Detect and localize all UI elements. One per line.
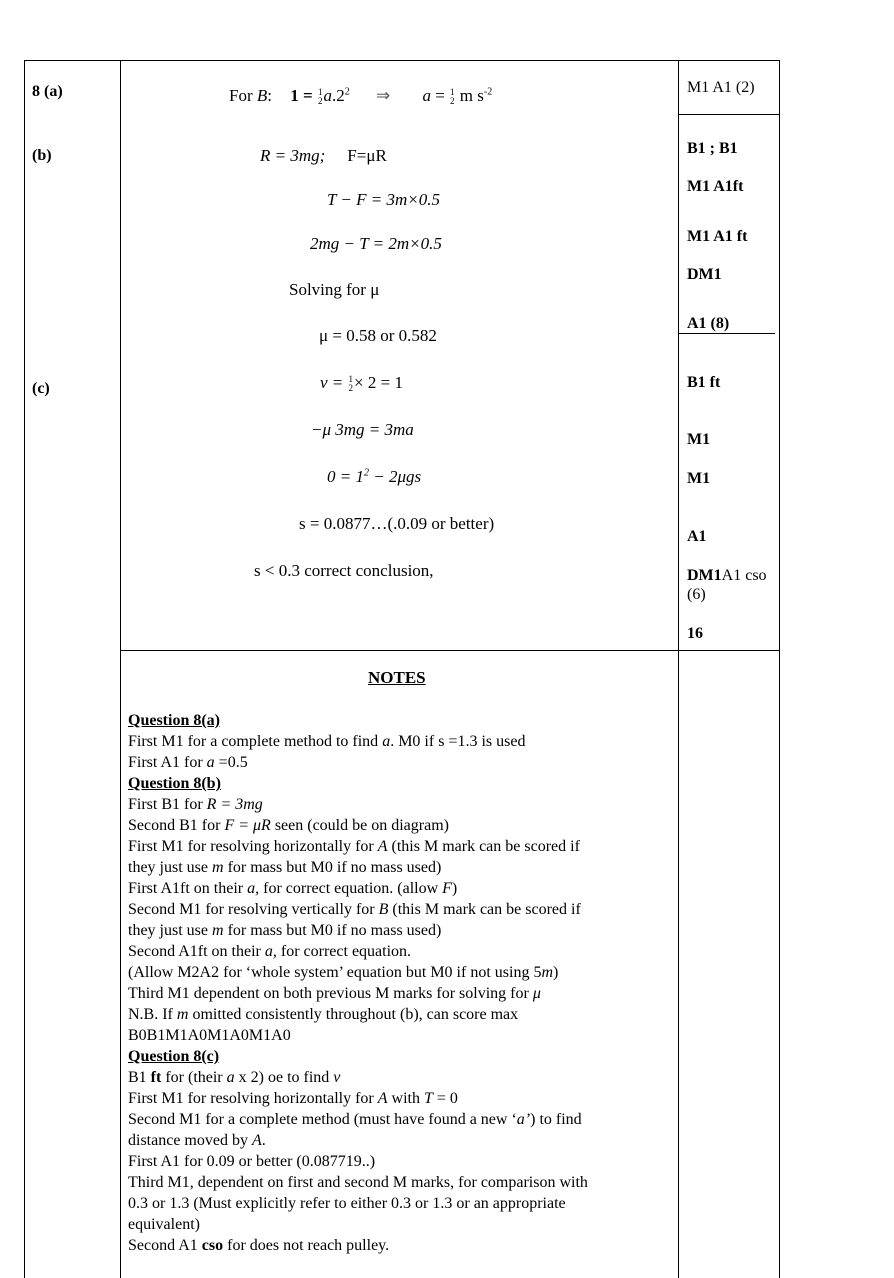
row-divider	[678, 333, 775, 334]
notes-text: Third M1, dependent on first and second M marks, for comparison with	[128, 1174, 588, 1191]
working-b-line1: R = 3mg; F=μR	[260, 146, 387, 165]
notes-text: T	[423, 1090, 433, 1107]
notes-text: N.B. If	[128, 1006, 177, 1023]
notes-text: v	[333, 1069, 341, 1086]
notes-line	[128, 1172, 673, 1193]
notes-line	[128, 1004, 673, 1025]
notes-text: R = 3mg	[206, 796, 263, 813]
notes-text: they just use	[128, 922, 212, 939]
notes-question-heading	[128, 773, 673, 794]
notes-text: )	[553, 964, 559, 981]
notes-text: B	[378, 901, 389, 918]
notes-text: First M1 for resolving horizontally for	[128, 838, 378, 855]
row-divider	[678, 114, 779, 115]
notes-line	[128, 878, 673, 899]
notes-line	[128, 941, 673, 962]
notes-text: F	[442, 880, 452, 897]
notes-text: (this M mark can be scored if	[388, 901, 581, 918]
notes-text: First A1ft on their	[128, 880, 248, 897]
working-b-line2: T − F = 3m×0.5	[327, 190, 440, 209]
working-c-line4: s = 0.0877…(.0.09 or better)	[299, 514, 495, 533]
notes-text: (this M mark can be scored if	[387, 838, 580, 855]
notes-body	[128, 710, 673, 1256]
notes-text: seen (could be on diagram)	[270, 817, 449, 834]
notes-line	[128, 752, 673, 773]
notes-line	[128, 1235, 673, 1256]
notes-text: for correct equation.	[276, 943, 412, 960]
part-label-c: (c)	[32, 380, 50, 397]
marks-c4: A1	[687, 528, 707, 545]
column-divider	[120, 60, 121, 1278]
notes-text: B0B1M1A0M1A0M1A0	[128, 1027, 291, 1044]
notes-text: Second B1 for	[128, 817, 225, 834]
marks-c-total: (6)	[687, 586, 706, 603]
notes-text: . M0 if s =1.3 is used	[390, 733, 526, 750]
marks-b4: DM1	[687, 266, 722, 283]
notes-text: a	[382, 733, 391, 750]
notes-line	[128, 962, 673, 983]
notes-text: ft	[150, 1069, 162, 1086]
notes-text: x 2) oe to find	[234, 1069, 334, 1086]
notes-text: Second A1ft on their	[128, 943, 265, 960]
working-c-line2: −μ 3mg = 3ma	[311, 420, 414, 439]
notes-line	[128, 920, 673, 941]
notes-text: cso	[201, 1237, 224, 1254]
notes-text: First A1 for	[128, 754, 207, 771]
notes-text: Second M1 for a complete method (must have found a new ‘	[128, 1111, 517, 1128]
notes-text: Question 8(a)	[128, 712, 220, 729]
notes-line	[128, 815, 673, 836]
notes-text: for does not reach pulley.	[223, 1237, 390, 1254]
notes-text: A	[251, 1132, 262, 1149]
notes-text: )	[451, 880, 458, 897]
notes-line	[128, 1130, 673, 1151]
row-divider	[120, 650, 780, 651]
notes-line	[128, 794, 673, 815]
marks-c3: M1	[687, 470, 711, 487]
notes-line	[128, 836, 673, 857]
part-label-b: (b)	[32, 147, 52, 164]
marks-c2: M1	[687, 431, 711, 448]
notes-text: (Allow M2A2 for ‘whole system’ equation but M0 if not using 5	[128, 964, 542, 981]
notes-text: 0.3 or 1.3 (Must explicitly refer to either 0.3 or 1.3 or an appropriate	[128, 1195, 566, 1212]
marks-b3: M1 A1 ft	[687, 228, 748, 245]
working-b-line5: μ = 0.58 or 0.582	[319, 326, 437, 345]
notes-line	[128, 1067, 673, 1088]
notes-text: Second M1 for resolving vertically for	[128, 901, 379, 918]
notes-text: First A1 for 0.09 or better (0.087719..)	[128, 1153, 376, 1170]
working-b-line3: 2mg − T = 2m×0.5	[310, 234, 442, 253]
notes-text: A	[377, 1090, 388, 1107]
notes-text: equivalent)	[128, 1216, 200, 1233]
part-label-a: 8 (a)	[32, 83, 63, 100]
notes-text: m	[176, 1006, 189, 1023]
notes-text: for mass but M0 if no mass used)	[223, 859, 442, 876]
marks-b2: M1 A1ft	[687, 178, 744, 195]
notes-text: a’	[516, 1111, 531, 1128]
marks-total: 16	[687, 625, 703, 642]
notes-text: a,	[247, 880, 260, 897]
marks-b5: A1 (8)	[687, 315, 730, 332]
notes-text: distance moved by	[128, 1132, 252, 1149]
implies-arrow: ⇒	[375, 86, 391, 105]
notes-title: NOTES	[368, 668, 426, 687]
notes-text: .	[261, 1132, 266, 1149]
notes-text: m	[212, 859, 224, 876]
notes-line	[128, 1151, 673, 1172]
marks-b1: B1 ; B1	[687, 140, 738, 157]
working-c-line1: v = 1 2 × 2 = 1	[320, 373, 403, 394]
notes-text: First B1 for	[128, 796, 207, 813]
notes-text: Question 8(c)	[128, 1048, 220, 1065]
working-c-line5: s < 0.3 correct conclusion,	[254, 561, 434, 580]
notes-line	[128, 899, 673, 920]
notes-line	[128, 983, 673, 1004]
marks-a: M1 A1 (2)	[687, 79, 755, 96]
notes-line	[128, 1214, 673, 1235]
notes-question-heading	[128, 1046, 673, 1067]
notes-text: a	[226, 1069, 235, 1086]
notes-text: m	[541, 964, 553, 981]
notes-text: B1	[128, 1069, 151, 1086]
working-c-line3: $0 = 1^2 - 2\mu gs$	[327, 467, 422, 486]
working-b-line4: Solving for μ	[289, 280, 380, 299]
table-top-border	[24, 60, 780, 61]
notes-text: with	[387, 1090, 424, 1107]
notes-text: A	[377, 838, 388, 855]
notes-line	[128, 731, 673, 752]
notes-text: m	[212, 922, 224, 939]
marks-c1: B1 ft	[687, 374, 721, 391]
notes-text: Question 8(b)	[128, 775, 221, 792]
notes-line	[128, 1193, 673, 1214]
notes-text: for mass but M0 if no mass used)	[223, 922, 442, 939]
fraction-half: 1 2	[317, 87, 323, 107]
notes-text: a	[206, 754, 215, 771]
notes-line	[128, 1109, 673, 1130]
notes-text: they just use	[128, 859, 212, 876]
notes-text: for (their	[161, 1069, 227, 1086]
notes-line	[128, 857, 673, 878]
marks-c5: DM1A1 cso	[687, 567, 767, 584]
notes-line	[128, 1088, 673, 1109]
notes-text: μ	[532, 985, 541, 1002]
table-left-border	[24, 60, 25, 1278]
notes-question-heading	[128, 710, 673, 731]
notes-text: omitted consistently throughout (b), can score max	[188, 1006, 519, 1023]
notes-text: First M1 for a complete method to find	[128, 733, 383, 750]
working-a: For B: 1 = 1 2 $a.2^2$ ⇒ a = 1 2 m $s^{-2}$	[229, 86, 493, 107]
notes-text: First M1 for resolving horizontally for	[128, 1090, 378, 1107]
notes-text: Third M1 dependent on both previous M marks for solving for	[128, 985, 533, 1002]
notes-text: for correct equation. (allow	[259, 880, 443, 897]
notes-text: = 0	[432, 1090, 458, 1107]
notes-line	[128, 1025, 673, 1046]
table-right-border	[779, 60, 780, 1278]
notes-text: Second A1	[128, 1237, 202, 1254]
notes-text: a,	[264, 943, 277, 960]
notes-text: F = μR	[224, 817, 271, 834]
column-divider	[678, 60, 679, 1278]
notes-text: =0.5	[214, 754, 248, 771]
notes-text: ) to find	[530, 1111, 582, 1128]
